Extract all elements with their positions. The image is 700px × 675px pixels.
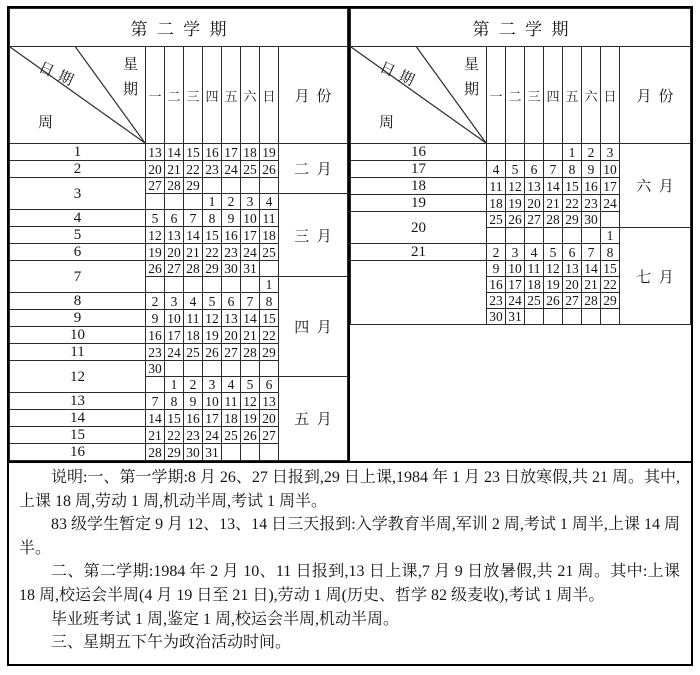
date-cell: 13 xyxy=(260,393,279,410)
date-cell-empty xyxy=(222,444,241,461)
date-cell-empty xyxy=(165,277,184,293)
day-header-sat: 六 xyxy=(241,47,260,144)
week-number-cell: 15 xyxy=(10,427,146,444)
date-cell: 31 xyxy=(506,309,525,325)
date-cell: 14 xyxy=(146,410,165,427)
date-cell: 29 xyxy=(203,261,222,277)
week-number-cell: 8 xyxy=(10,293,146,310)
date-cell: 28 xyxy=(544,212,563,228)
date-cell: 5 xyxy=(506,161,525,178)
date-cell-empty xyxy=(203,178,222,194)
date-cell: 20 xyxy=(525,195,544,212)
date-cell: 14 xyxy=(582,261,601,277)
date-cell-empty xyxy=(241,444,260,461)
day-header-fri: 五 xyxy=(563,47,582,144)
date-cell: 30 xyxy=(487,309,506,325)
week-number-cell: 17 xyxy=(351,161,487,178)
semester-table-left xyxy=(9,8,350,461)
date-cell: 8 xyxy=(165,393,184,410)
date-cell-empty xyxy=(582,309,601,325)
week-number-cell: 4 xyxy=(10,210,146,227)
date-cell: 11 xyxy=(525,261,544,277)
date-cell: 15 xyxy=(165,410,184,427)
date-cell: 20 xyxy=(146,161,165,178)
date-cell: 29 xyxy=(601,293,620,309)
note-paragraph: 毕业班考试 1 周,鉴定 1 周,校运会半周,机动半周。 xyxy=(51,610,400,628)
date-cell: 10 xyxy=(601,161,620,178)
date-cell: 18 xyxy=(525,277,544,293)
date-cell: 23 xyxy=(184,427,203,444)
date-cell: 21 xyxy=(165,161,184,178)
date-cell: 22 xyxy=(203,244,222,261)
day-header-sat: 六 xyxy=(582,47,601,144)
month-label-cell: 三月 xyxy=(279,194,348,277)
date-cell: 17 xyxy=(601,178,620,195)
date-cell: 4 xyxy=(487,161,506,178)
week-number-cell: 21 xyxy=(351,244,487,261)
date-cell: 9 xyxy=(582,161,601,178)
date-cell: 14 xyxy=(544,178,563,195)
date-cell: 30 xyxy=(222,261,241,277)
date-cell: 2 xyxy=(582,144,601,161)
date-cell-empty xyxy=(146,377,165,393)
date-cell: 13 xyxy=(525,178,544,195)
calendar-week-row xyxy=(351,144,691,161)
date-cell: 9 xyxy=(222,210,241,227)
date-cell: 16 xyxy=(203,144,222,161)
date-cell: 18 xyxy=(222,410,241,427)
day-header-mon: 一 xyxy=(146,47,165,144)
date-cell: 26 xyxy=(544,293,563,309)
calendar-sheet xyxy=(7,6,693,666)
date-cell: 24 xyxy=(222,161,241,178)
date-cell-empty xyxy=(506,144,525,161)
day-header-sun: 日 xyxy=(601,47,620,144)
date-cell: 7 xyxy=(146,393,165,410)
date-cell: 29 xyxy=(184,178,203,194)
day-header-fri: 五 xyxy=(222,47,241,144)
date-cell: 4 xyxy=(184,293,203,310)
date-cell: 27 xyxy=(146,178,165,194)
date-cell: 28 xyxy=(582,293,601,309)
date-cell: 19 xyxy=(241,410,260,427)
date-cell: 15 xyxy=(260,310,279,327)
date-cell: 2 xyxy=(487,244,506,261)
date-cell-empty xyxy=(184,277,203,293)
notes-section xyxy=(9,461,691,664)
date-cell: 15 xyxy=(184,144,203,161)
corner-week-label: 周 xyxy=(38,115,54,131)
date-cell-empty xyxy=(203,277,222,293)
date-cell: 21 xyxy=(241,327,260,344)
day-header-thu: 四 xyxy=(203,47,222,144)
date-cell: 5 xyxy=(146,210,165,227)
date-cell: 1 xyxy=(260,277,279,293)
date-cell: 11 xyxy=(487,178,506,195)
week-number-cell: 5 xyxy=(10,227,146,244)
date-cell: 15 xyxy=(563,178,582,195)
date-cell-empty xyxy=(487,144,506,161)
date-cell-empty xyxy=(260,178,279,194)
date-cell: 31 xyxy=(241,261,260,277)
date-cell: 14 xyxy=(184,227,203,244)
date-cell: 22 xyxy=(563,195,582,212)
note-paragraph: 83 级学生暂定 9 月 12、13、14 日三天报到:入学教育半周,军训 2 周,考试 1 周半,上课 14 周半。 xyxy=(19,516,680,557)
corner-header-cell xyxy=(351,47,487,144)
date-cell: 23 xyxy=(582,195,601,212)
date-cell: 25 xyxy=(222,427,241,444)
date-cell: 28 xyxy=(165,178,184,194)
date-cell: 28 xyxy=(184,261,203,277)
month-label-cell: 四月 xyxy=(279,277,348,377)
date-cell: 21 xyxy=(146,427,165,444)
date-cell: 20 xyxy=(563,277,582,293)
month-column-header: 月份 xyxy=(620,47,691,144)
date-cell: 17 xyxy=(241,227,260,244)
date-cell: 14 xyxy=(241,310,260,327)
date-cell: 16 xyxy=(184,410,203,427)
date-cell: 6 xyxy=(260,377,279,393)
date-cell: 13 xyxy=(165,227,184,244)
week-number-cell: 16 xyxy=(10,444,146,461)
day-header-wed: 三 xyxy=(184,47,203,144)
date-cell: 7 xyxy=(544,161,563,178)
date-cell: 13 xyxy=(563,261,582,277)
day-header-tue: 二 xyxy=(165,47,184,144)
day-header-tue: 二 xyxy=(506,47,525,144)
date-cell: 16 xyxy=(582,178,601,195)
date-cell-empty xyxy=(260,444,279,461)
date-cell: 29 xyxy=(260,344,279,361)
week-number-cell: 20 xyxy=(351,212,487,244)
date-cell: 5 xyxy=(544,244,563,261)
day-header-sun: 日 xyxy=(260,47,279,144)
date-cell: 1 xyxy=(601,228,620,244)
date-cell: 29 xyxy=(563,212,582,228)
date-cell: 26 xyxy=(203,344,222,361)
date-cell: 16 xyxy=(146,327,165,344)
date-cell-empty xyxy=(165,361,184,377)
date-cell: 10 xyxy=(241,210,260,227)
date-cell: 15 xyxy=(601,261,620,277)
week-number-cell: 13 xyxy=(10,393,146,410)
note-paragraph: 说明:一、第一学期:8 月 26、27 日报到,29 日上课,1984 年 1 月 23 日放寒假,共 21 周。其中,上课 18 周,劳动 1 周,机动半周,考试 1 周半。 xyxy=(19,469,680,510)
date-cell: 3 xyxy=(241,194,260,210)
date-cell: 13 xyxy=(222,310,241,327)
date-cell: 9 xyxy=(487,261,506,277)
date-cell: 12 xyxy=(506,178,525,195)
month-label-cell: 二月 xyxy=(279,144,348,194)
corner-date-label: 日期 xyxy=(376,59,422,92)
date-cell: 1 xyxy=(165,377,184,393)
date-cell: 3 xyxy=(506,244,525,261)
date-cell: 27 xyxy=(260,427,279,444)
date-cell: 30 xyxy=(582,212,601,228)
date-cell: 25 xyxy=(487,212,506,228)
date-cell: 8 xyxy=(203,210,222,227)
date-cell: 27 xyxy=(563,293,582,309)
date-cell: 7 xyxy=(241,293,260,310)
date-cell: 29 xyxy=(165,444,184,461)
date-cell: 27 xyxy=(525,212,544,228)
date-cell: 3 xyxy=(203,377,222,393)
date-cell: 25 xyxy=(525,293,544,309)
date-cell: 12 xyxy=(203,310,222,327)
date-cell-empty xyxy=(544,309,563,325)
date-cell-empty xyxy=(544,144,563,161)
date-cell: 10 xyxy=(506,261,525,277)
date-cell: 26 xyxy=(146,261,165,277)
date-cell: 19 xyxy=(203,327,222,344)
date-cell-empty xyxy=(601,212,620,228)
date-cell: 17 xyxy=(222,144,241,161)
date-cell-empty xyxy=(222,277,241,293)
date-cell: 19 xyxy=(544,277,563,293)
date-cell: 7 xyxy=(184,210,203,227)
date-cell: 21 xyxy=(582,277,601,293)
date-cell: 20 xyxy=(260,410,279,427)
week-number-cell: 19 xyxy=(351,195,487,212)
date-cell: 24 xyxy=(165,344,184,361)
date-cell: 11 xyxy=(222,393,241,410)
date-cell: 10 xyxy=(165,310,184,327)
date-cell: 2 xyxy=(222,194,241,210)
date-cell: 15 xyxy=(203,227,222,244)
semester-table-right xyxy=(350,8,691,461)
date-cell: 24 xyxy=(203,427,222,444)
date-cell-empty xyxy=(203,361,222,377)
date-cell: 25 xyxy=(241,161,260,178)
date-cell-empty xyxy=(241,178,260,194)
date-cell: 11 xyxy=(260,210,279,227)
week-number-cell: 9 xyxy=(10,310,146,327)
date-cell: 24 xyxy=(506,293,525,309)
date-cell: 16 xyxy=(222,227,241,244)
week-number-cell: 11 xyxy=(10,344,146,361)
date-cell: 26 xyxy=(260,161,279,178)
date-cell-empty xyxy=(487,228,506,244)
date-cell: 4 xyxy=(260,194,279,210)
calendar-body-right xyxy=(351,144,691,325)
corner-weekday-label: 星期 xyxy=(462,56,478,106)
date-cell: 3 xyxy=(165,293,184,310)
date-cell: 25 xyxy=(184,344,203,361)
note-paragraph: 二、第二学期:1984 年 2 月 10、11 日报到,13 日上课,7 月 9 日放暑假,共 21 周。其中:上课 18 周,校运会半周(4 月 19 日至 21 日),劳动 1 周(历史、哲学 82 级麦收),考试 1 周半。 xyxy=(19,563,680,604)
date-cell: 23 xyxy=(222,244,241,261)
date-cell: 23 xyxy=(203,161,222,178)
date-cell-empty xyxy=(525,228,544,244)
corner-header-cell xyxy=(10,47,146,144)
week-number-cell: 3 xyxy=(10,178,146,210)
week-number-cell: 7 xyxy=(10,261,146,293)
date-cell: 12 xyxy=(241,393,260,410)
semester-title: 第二学期 xyxy=(351,9,691,47)
date-cell: 8 xyxy=(563,161,582,178)
date-cell: 24 xyxy=(241,244,260,261)
date-cell: 9 xyxy=(184,393,203,410)
date-cell: 19 xyxy=(506,195,525,212)
month-label-cell: 五月 xyxy=(279,377,348,461)
date-cell-empty xyxy=(260,261,279,277)
date-cell-empty xyxy=(165,194,184,210)
date-cell: 11 xyxy=(184,310,203,327)
date-cell: 5 xyxy=(203,293,222,310)
date-cell: 30 xyxy=(146,361,165,377)
week-number-cell: 6 xyxy=(10,244,146,261)
calendar-week-row xyxy=(10,144,348,161)
date-cell: 4 xyxy=(525,244,544,261)
date-cell: 8 xyxy=(601,244,620,261)
semester-title: 第二学期 xyxy=(10,9,348,47)
day-header-thu: 四 xyxy=(544,47,563,144)
date-cell-empty xyxy=(222,178,241,194)
corner-date-label: 日期 xyxy=(35,59,81,92)
date-cell-empty xyxy=(582,228,601,244)
date-cell-empty xyxy=(563,309,582,325)
date-cell: 22 xyxy=(601,277,620,293)
date-cell: 19 xyxy=(146,244,165,261)
corner-weekday-label: 星期 xyxy=(121,56,137,106)
date-cell-empty xyxy=(525,144,544,161)
day-header-mon: 一 xyxy=(487,47,506,144)
date-cell: 10 xyxy=(203,393,222,410)
date-cell: 13 xyxy=(146,144,165,161)
date-cell-empty xyxy=(241,277,260,293)
date-cell: 12 xyxy=(146,227,165,244)
date-cell: 4 xyxy=(222,377,241,393)
date-cell: 27 xyxy=(165,261,184,277)
date-cell: 22 xyxy=(184,161,203,178)
date-cell: 5 xyxy=(241,377,260,393)
date-cell: 14 xyxy=(165,144,184,161)
date-cell: 6 xyxy=(222,293,241,310)
date-cell-empty xyxy=(222,361,241,377)
date-cell: 9 xyxy=(146,310,165,327)
week-number-cell: 10 xyxy=(10,327,146,344)
date-cell: 18 xyxy=(241,144,260,161)
date-cell: 17 xyxy=(165,327,184,344)
date-cell: 26 xyxy=(241,427,260,444)
date-cell: 2 xyxy=(184,377,203,393)
calendar-body-left xyxy=(10,144,348,461)
date-cell-empty xyxy=(241,361,260,377)
date-cell: 6 xyxy=(165,210,184,227)
date-cell: 21 xyxy=(544,195,563,212)
note-paragraph: 三、星期五下午为政治活动时间。 xyxy=(51,634,292,652)
date-cell: 31 xyxy=(203,444,222,461)
date-cell-empty xyxy=(146,277,165,293)
date-cell: 27 xyxy=(222,344,241,361)
date-cell: 24 xyxy=(601,195,620,212)
date-cell: 18 xyxy=(184,327,203,344)
calendar-table-right xyxy=(350,8,691,325)
date-cell: 18 xyxy=(260,227,279,244)
date-cell-empty xyxy=(184,194,203,210)
date-cell: 1 xyxy=(203,194,222,210)
date-cell: 7 xyxy=(582,244,601,261)
calendar-table-left xyxy=(9,8,348,461)
date-cell: 26 xyxy=(506,212,525,228)
week-number-cell: 18 xyxy=(351,178,487,195)
date-cell: 18 xyxy=(487,195,506,212)
date-cell: 12 xyxy=(544,261,563,277)
week-number-cell: 12 xyxy=(10,361,146,393)
date-cell: 21 xyxy=(184,244,203,261)
date-cell: 22 xyxy=(165,427,184,444)
date-cell-empty xyxy=(563,228,582,244)
date-cell-empty xyxy=(184,361,203,377)
date-cell: 8 xyxy=(260,293,279,310)
week-number-cell xyxy=(351,261,487,325)
date-cell-empty xyxy=(525,309,544,325)
week-number-cell: 2 xyxy=(10,161,146,178)
date-cell: 16 xyxy=(487,277,506,293)
date-cell-empty xyxy=(601,309,620,325)
month-column-header: 月份 xyxy=(279,47,348,144)
date-cell: 20 xyxy=(222,327,241,344)
date-cell: 23 xyxy=(146,344,165,361)
date-cell: 6 xyxy=(525,161,544,178)
week-number-cell: 16 xyxy=(351,144,487,161)
date-cell-empty xyxy=(506,228,525,244)
month-label-cell: 六月 xyxy=(620,144,691,228)
date-cell-empty xyxy=(146,194,165,210)
date-cell: 20 xyxy=(165,244,184,261)
week-number-cell: 1 xyxy=(10,144,146,161)
date-cell: 17 xyxy=(506,277,525,293)
date-cell: 30 xyxy=(184,444,203,461)
day-header-wed: 三 xyxy=(525,47,544,144)
date-cell: 22 xyxy=(260,327,279,344)
date-cell: 19 xyxy=(260,144,279,161)
date-cell: 3 xyxy=(601,144,620,161)
date-cell: 28 xyxy=(241,344,260,361)
date-cell-empty xyxy=(544,228,563,244)
week-number-cell: 14 xyxy=(10,410,146,427)
date-cell-empty xyxy=(260,361,279,377)
date-cell: 1 xyxy=(563,144,582,161)
date-cell: 28 xyxy=(146,444,165,461)
date-cell: 17 xyxy=(203,410,222,427)
semester-tables xyxy=(9,8,691,461)
month-label-cell: 七月 xyxy=(620,228,691,325)
date-cell: 23 xyxy=(487,293,506,309)
date-cell: 6 xyxy=(563,244,582,261)
date-cell: 25 xyxy=(260,244,279,261)
date-cell: 2 xyxy=(146,293,165,310)
corner-week-label: 周 xyxy=(379,115,395,131)
